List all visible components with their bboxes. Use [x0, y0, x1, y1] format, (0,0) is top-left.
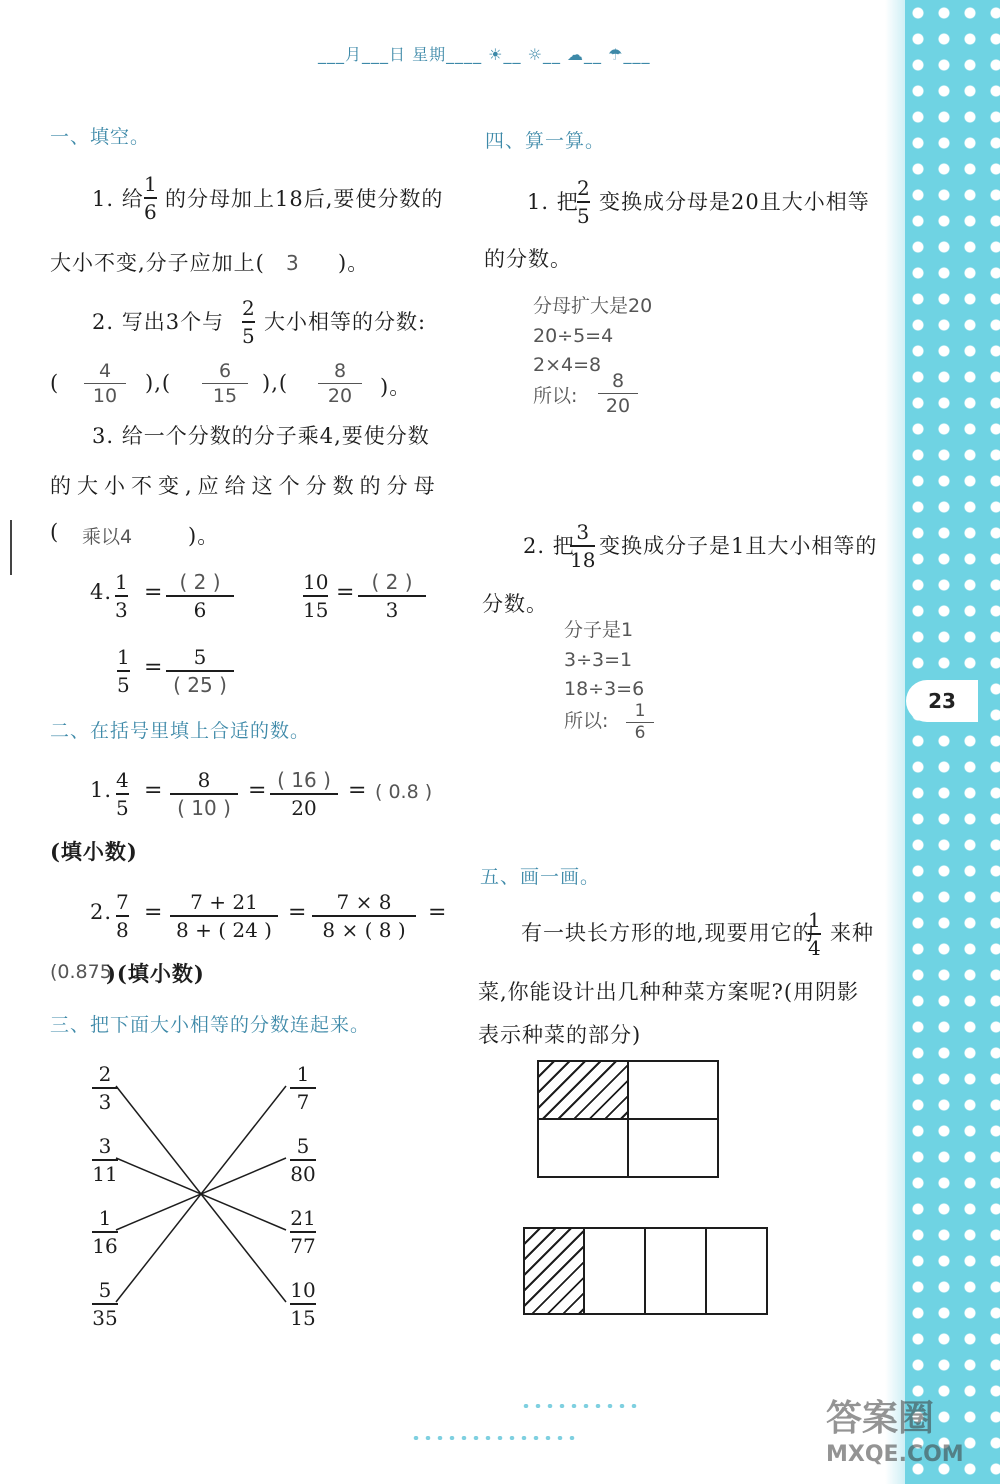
q2-sep-1: ),(	[145, 371, 172, 395]
equals-sign: =	[144, 655, 163, 680]
equals-sign: =	[144, 778, 163, 803]
denominator: 10	[92, 385, 118, 407]
denominator: 11	[92, 1162, 118, 1186]
numerator: 4	[116, 768, 129, 792]
denominator: 15	[212, 385, 238, 407]
s5-fraction	[808, 908, 821, 960]
grid-divider	[539, 1118, 717, 1120]
denominator: 3	[115, 598, 128, 622]
s4-q1-text-a: 1. 把	[527, 190, 579, 214]
denominator: 20	[327, 385, 353, 407]
numerator: 10	[290, 1278, 316, 1302]
s4-q1-text-b: 变换成分母是20且大小相等	[599, 190, 870, 214]
s4-q1-answer	[598, 370, 638, 417]
equals-sign: =	[428, 900, 447, 925]
denominator: 8	[116, 918, 129, 942]
denominator: 18	[570, 548, 596, 572]
s4-q1-line2: 的分数。	[484, 247, 572, 271]
numerator: 1	[144, 172, 157, 196]
s5-p1-a: 有一块长方形的地,现要用它的	[521, 921, 815, 945]
numerator: 5	[98, 1278, 112, 1302]
s4-q2-text-a: 2. 把	[523, 534, 575, 558]
shaded-quarter	[525, 1229, 583, 1313]
q4-label: 4.	[90, 580, 113, 604]
q1-answer: 3	[286, 251, 299, 275]
s2-q1-label: 1.	[90, 778, 113, 802]
denominator: 15	[303, 598, 329, 622]
numerator: ( 16 )	[277, 768, 331, 792]
work-line: 2×4=8	[533, 354, 602, 376]
match-right-fraction[interactable]	[290, 1206, 316, 1258]
denominator: 20	[291, 796, 317, 820]
equals-sign: =	[144, 900, 163, 925]
s4-q2-so: 所以:	[564, 710, 609, 732]
denominator: 5	[242, 324, 255, 348]
numerator: ( 2 )	[371, 570, 413, 594]
match-left-fraction[interactable]	[92, 1062, 118, 1114]
numerator: 1	[634, 701, 646, 721]
date-line: ___月___日 星期____ ☀__ ☼__ ☁__ ☂___	[318, 45, 651, 64]
section2-title: 二、在括号里填上合适的数。	[50, 720, 311, 742]
numerator: 1	[117, 645, 130, 669]
equals-sign: =	[336, 580, 355, 605]
numerator: 3	[98, 1134, 112, 1158]
shaded-quarter	[539, 1062, 627, 1118]
numerator: 2	[577, 176, 590, 200]
work-line: 分子是1	[564, 619, 634, 641]
s4-q1-work	[533, 292, 652, 381]
s2-q1-decimal: ( 0.8 )	[375, 781, 433, 803]
numerator: ( 2 )	[179, 570, 221, 594]
denominator: 35	[92, 1306, 118, 1330]
equals-sign: =	[144, 580, 163, 605]
match-right-fraction[interactable]	[290, 1062, 316, 1114]
match-right-fraction[interactable]	[290, 1278, 316, 1330]
q2-text-a: 2. 写出3个与	[92, 310, 225, 334]
denominator: 77	[290, 1234, 316, 1258]
numerator: 2	[242, 296, 255, 320]
denominator: 7	[296, 1090, 310, 1114]
denominator: 4	[808, 936, 821, 960]
section4-title: 四、算一算。	[485, 130, 606, 152]
q1-text-a: 1. 给	[92, 187, 144, 211]
grid-divider	[705, 1229, 707, 1313]
match-left-fraction[interactable]	[92, 1206, 118, 1258]
denominator: 3	[98, 1090, 112, 1114]
s2-q1-note: (填小数)	[50, 839, 138, 864]
page-number: 23	[906, 680, 978, 722]
q3-line1: 3. 给一个分数的分子乘4,要使分数	[92, 424, 430, 448]
q1-close: )。	[338, 251, 370, 275]
numerator: 1	[296, 1062, 310, 1086]
denominator: 15	[290, 1306, 316, 1330]
s4-q1-fraction	[577, 176, 590, 228]
q3-line2: 的大小不变,应给这个分数的分母	[50, 474, 441, 498]
s5-p2: 菜,你能设计出几种种菜方案呢?(用阴影	[478, 980, 860, 1004]
grid-divider	[583, 1229, 585, 1313]
denominator: 5	[116, 796, 129, 820]
numerator: 1	[98, 1206, 112, 1230]
section5-title: 五、画一画。	[480, 866, 601, 888]
denominator: 16	[92, 1234, 118, 1258]
match-left-fraction[interactable]	[92, 1278, 118, 1330]
numerator: 21	[290, 1206, 316, 1230]
s5-p1-b: 来种	[830, 921, 874, 945]
denominator: 5	[577, 204, 590, 228]
numerator: 8	[333, 360, 347, 382]
denominator: 6	[193, 598, 207, 622]
q3-close: )。	[188, 524, 220, 548]
q2-open: (	[50, 371, 60, 395]
match-left-fraction[interactable]	[92, 1134, 118, 1186]
q1-line2: 大小不变,分子应加上(	[50, 251, 265, 275]
numerator: 7 × 8	[336, 890, 392, 914]
equals-sign: =	[348, 778, 367, 803]
denominator: 6	[144, 200, 157, 224]
numerator: 6	[218, 360, 232, 382]
s4-q1-so: 所以:	[533, 385, 578, 407]
numerator: 4	[98, 360, 112, 382]
work-line: 18÷3=6	[564, 678, 645, 700]
denominator: 8 + ( 24 )	[176, 918, 272, 942]
q2-text-b: 大小相等的分数:	[264, 310, 427, 334]
denominator: ( 10 )	[177, 796, 231, 820]
numerator: 5	[193, 645, 207, 669]
numerator: 2	[98, 1062, 112, 1086]
denominator: 80	[290, 1162, 316, 1186]
denominator: ( 25 )	[173, 673, 227, 697]
watermark-url: MXQE.COM	[826, 1442, 964, 1467]
q3-answer: 乘以4	[82, 526, 133, 548]
numerator: 3	[576, 520, 590, 544]
plot-rectangle-1	[537, 1060, 719, 1178]
s2-q2-label: 2.	[90, 900, 113, 924]
numerator: 8	[197, 768, 211, 792]
work-line: 20÷5=4	[533, 324, 614, 347]
s4-q2-answer	[626, 702, 654, 743]
s4-q2-fraction	[570, 520, 595, 572]
s4-q2-work	[564, 616, 644, 705]
s4-q2-line2: 分数。	[482, 592, 548, 616]
match-right-fraction[interactable]	[290, 1134, 316, 1186]
plot-rectangle-2	[523, 1227, 768, 1315]
denominator: 20	[605, 395, 631, 417]
numerator: 8	[611, 370, 625, 392]
numerator: 10	[303, 570, 329, 594]
q1-text-b: 的分母加上18后,要使分数的	[165, 187, 444, 211]
denominator: 5	[117, 673, 130, 697]
q2-sep-2: ),(	[262, 371, 289, 395]
s2-q2-note: )(填小数)	[106, 961, 205, 986]
equals-sign: =	[248, 778, 267, 803]
denominator: 8 × ( 8 )	[322, 918, 406, 942]
numerator: 5	[296, 1134, 310, 1158]
denominator: 6	[634, 723, 646, 743]
numerator: 1	[115, 570, 128, 594]
dotted-decoration	[410, 1436, 580, 1440]
denominator: 3	[385, 598, 399, 622]
q2-close: )。	[380, 375, 412, 399]
equals-sign: =	[288, 900, 307, 925]
s2-q2-decimal: (0.875	[50, 961, 112, 983]
work-line: 3÷3=1	[564, 648, 633, 671]
work-line: 分母扩大是20	[533, 295, 653, 317]
dotted-decoration	[520, 1404, 640, 1408]
s5-p3: 表示种菜的部分)	[478, 1023, 642, 1047]
watermark-logo: 答案圈	[826, 1398, 935, 1439]
numerator: 7	[116, 890, 129, 914]
numerator: 1	[808, 908, 821, 932]
numerator: 7 + 21	[190, 890, 258, 914]
section1-title: 一、填空。	[50, 126, 151, 148]
s4-q2-text-b: 变换成分子是1且大小相等的	[599, 534, 878, 558]
section3-title: 三、把下面大小相等的分数连起来。	[50, 1014, 371, 1036]
q3-open: (	[50, 520, 60, 544]
grid-divider	[644, 1229, 646, 1313]
